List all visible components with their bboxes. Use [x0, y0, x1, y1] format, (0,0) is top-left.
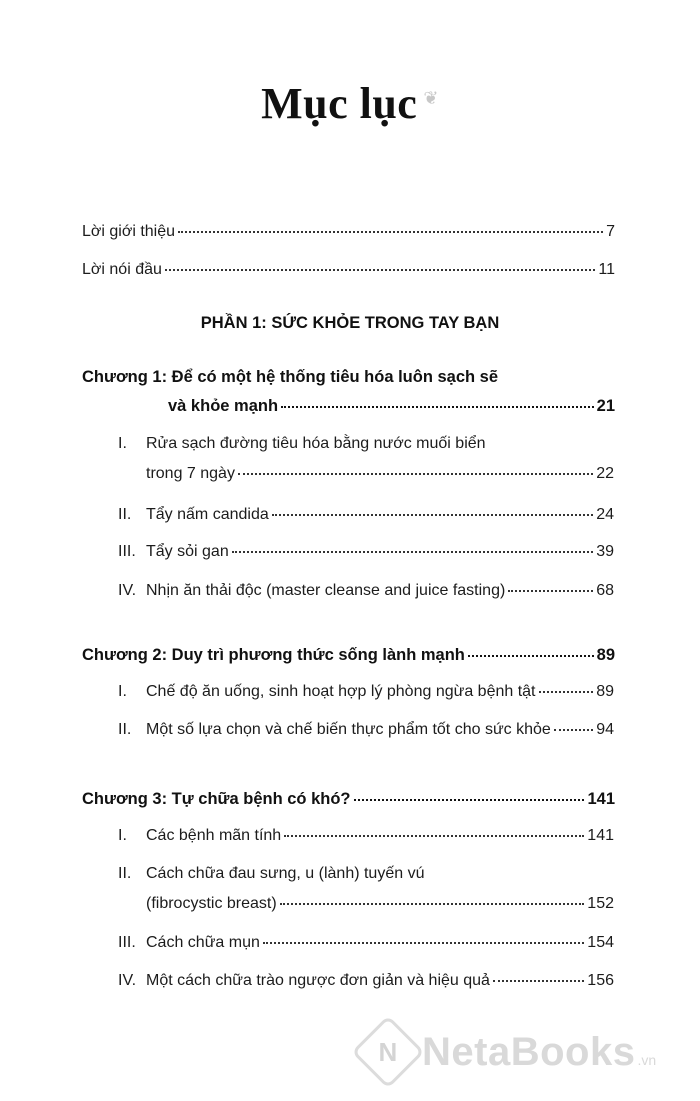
dot-leader	[468, 655, 594, 657]
section-3-2-title[interactable]: Cách chữa đau sưng, u (lành) tuyến vú	[146, 865, 425, 882]
dot-leader	[280, 903, 585, 905]
dot-leader	[354, 799, 585, 801]
dot-leader	[554, 729, 593, 731]
dot-leader	[281, 406, 594, 408]
roman-numeral: II.	[118, 721, 132, 738]
dot-leader	[493, 980, 584, 982]
dot-leader	[238, 473, 593, 475]
watermark-brand: NetaBooks	[422, 1029, 636, 1074]
toc-entry-section-1-1[interactable]: trong 7 ngày 22	[146, 465, 614, 482]
toc-entry-section-2-1[interactable]: Chế độ ăn uống, sinh hoạt hợp lý phòng ngừa bệnh tật 89	[146, 683, 614, 700]
roman-numeral: IV.	[118, 582, 137, 599]
dot-leader	[178, 231, 603, 233]
watermark	[362, 1022, 656, 1082]
toc-entry-section-2-2[interactable]: Một số lựa chọn và chế biến thực phẩm tốt cho sức khỏe 94	[146, 721, 614, 738]
dot-leader	[508, 590, 593, 592]
dot-leader	[284, 835, 584, 837]
roman-numeral: I.	[118, 683, 127, 700]
toc-entry-chapter-3[interactable]: Chương 3: Tự chữa bệnh có khó? 141	[82, 790, 615, 808]
toc-entry-section-3-2[interactable]: (fibrocystic breast) 152	[146, 895, 614, 912]
toc-entry-loi-noi-dau[interactable]: Lời nói đầu 11	[82, 261, 615, 278]
roman-numeral: I.	[118, 435, 127, 452]
flourish-icon: ❦	[423, 88, 439, 108]
chapter-1-title[interactable]: Chương 1: Để có một hệ thống tiêu hóa luôn sạch sẽ	[82, 368, 499, 386]
toc-entry-section-3-3[interactable]: Cách chữa mụn 154	[146, 934, 614, 951]
roman-numeral: II.	[118, 865, 132, 882]
toc-entry-section-3-1[interactable]: Các bệnh mãn tính 141	[146, 827, 614, 844]
page-title: Mục lục ❦	[261, 79, 439, 128]
roman-numeral: II.	[118, 506, 132, 523]
toc-entry-chapter-2[interactable]: Chương 2: Duy trì phương thức sống lành mạnh 89	[82, 646, 615, 664]
roman-numeral: I.	[118, 827, 127, 844]
section-1-1-title[interactable]: Rửa sạch đường tiêu hóa bằng nước muối biển	[146, 435, 486, 452]
dot-leader	[165, 269, 596, 271]
roman-numeral: III.	[118, 543, 136, 560]
toc-entry-chapter-1[interactable]: và khỏe mạnh 21	[168, 397, 615, 415]
toc-entry-section-1-3[interactable]: Tẩy sỏi gan 39	[146, 543, 614, 560]
roman-numeral: IV.	[118, 972, 137, 989]
toc-entry-section-1-4[interactable]: Nhịn ăn thải độc (master cleanse and juice fasting) 68	[146, 582, 614, 599]
part-heading: PHẦN 1: SỨC KHỎE TRONG TAY BẠN	[200, 314, 500, 332]
watermark-suffix: .vn	[637, 1052, 657, 1068]
dot-leader	[263, 942, 584, 944]
dot-leader	[539, 691, 594, 693]
toc-entry-loi-gioi-thieu[interactable]: Lời giới thiệu 7	[82, 223, 615, 240]
dot-leader	[232, 551, 593, 553]
roman-numeral: III.	[118, 934, 136, 951]
dot-leader	[272, 514, 593, 516]
toc-entry-section-1-2[interactable]: Tẩy nấm candida 24	[146, 506, 614, 523]
toc-entry-section-3-4[interactable]: Một cách chữa trào ngược đơn giản và hiệu quả 156	[146, 972, 614, 989]
netabooks-logo-icon: N	[351, 1015, 425, 1089]
